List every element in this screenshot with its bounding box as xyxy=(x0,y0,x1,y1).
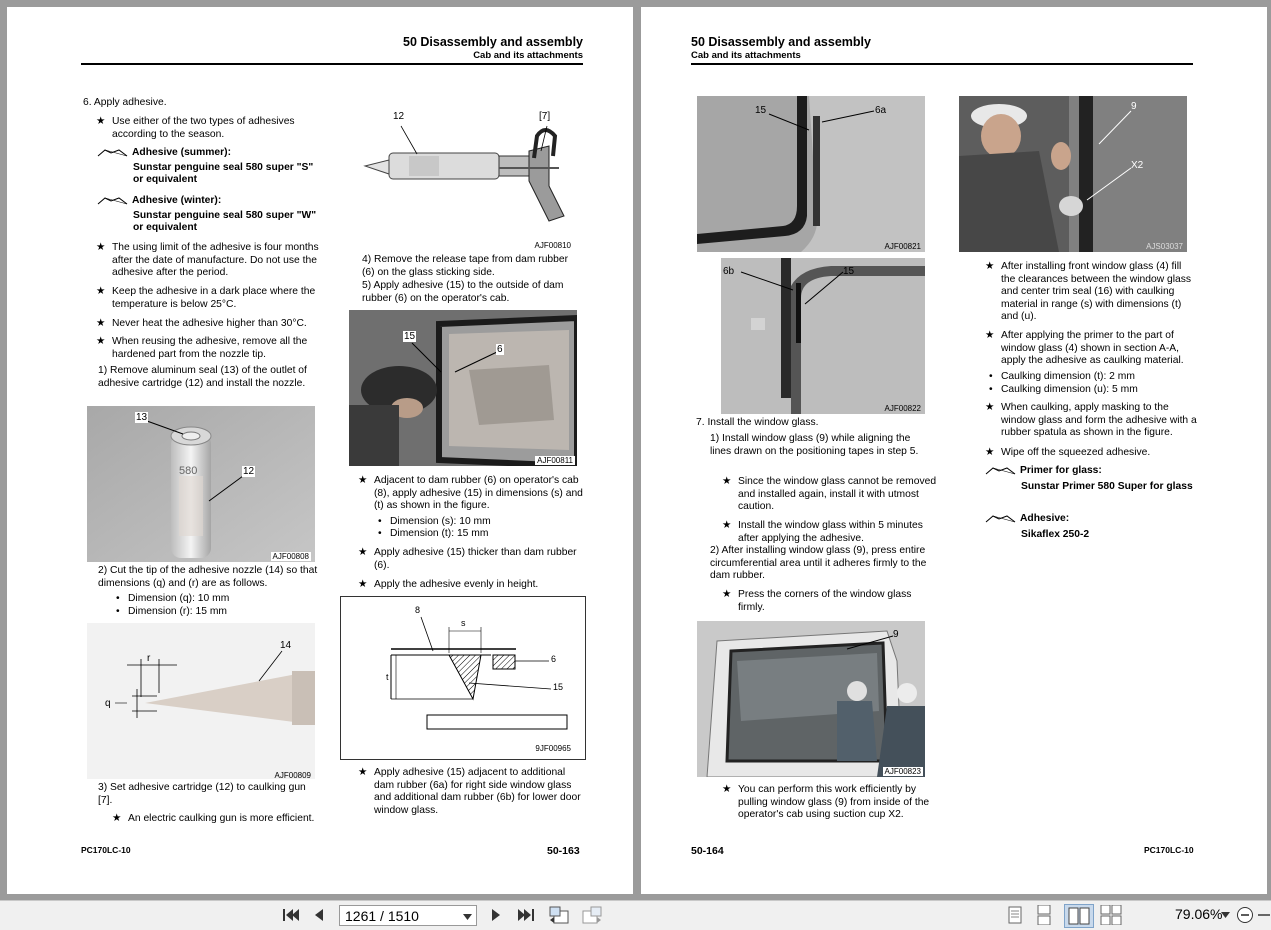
chevron-down-icon xyxy=(463,914,472,920)
zoom-level[interactable]: 79.06% xyxy=(1175,906,1223,922)
continuous-facing-icon xyxy=(1100,905,1122,925)
figure-id: 9JF00965 xyxy=(535,744,571,753)
facing-view-button[interactable] xyxy=(1064,904,1094,928)
substep-1: 1) Remove aluminum seal (13) of the outlet of adhesive cartridge (12) and install the nozzle. xyxy=(98,365,307,389)
callout-12: 12 xyxy=(393,111,405,122)
forward-view-icon xyxy=(581,906,603,924)
header-title: 50 Disassembly and assembly xyxy=(691,35,871,49)
step-6: 6. Apply adhesive. xyxy=(83,97,167,108)
note-5-minutes: ★ Install the window glass within 5 minutes after applying the adhesive. xyxy=(722,520,923,544)
callout-7: [7] xyxy=(539,111,551,122)
adhesive-gun-icon xyxy=(985,513,1017,525)
callout-9: 9 xyxy=(1131,101,1137,112)
callout-13: 13 xyxy=(136,412,148,423)
callout-x2: X2 xyxy=(1131,160,1144,171)
note-electric-gun: ★ An electric caulking gun is more efficient. xyxy=(112,813,315,824)
figure-id: AJF00821 xyxy=(884,242,921,251)
triangle-right-icon xyxy=(490,907,502,923)
note-season: ★ Use either of the two types of adhesives according to the season. xyxy=(96,116,295,140)
zoom-out-icon xyxy=(1236,906,1254,924)
note-dark: ★ Keep the adhesive in a dark place where the temperature is below 25°C. xyxy=(96,286,316,310)
photo-suction-cup xyxy=(959,96,1187,252)
callout-12: 12 xyxy=(243,466,255,477)
dimension-t: • Dimension (t): 15 mm xyxy=(378,528,489,539)
pdf-page-right xyxy=(641,7,1267,894)
first-page-button[interactable] xyxy=(280,905,302,925)
note-heat: ★ Never heat the adhesive higher than 30°C. xyxy=(96,318,307,329)
figure-id: AJS03037 xyxy=(1146,242,1183,251)
callout-15: 15 xyxy=(553,682,564,692)
note-corners: ★ Press the corners of the window glass firmly. xyxy=(722,589,912,613)
note-primer: ★ After applying the primer to the part of window glass (4) shown in section A-A, apply the adhesive as caulking material. xyxy=(985,330,1184,367)
single-page-view-button[interactable] xyxy=(1004,905,1026,925)
callout-t: t xyxy=(386,672,389,682)
primer-for-glass: Primer for glass: Sunstar Primer 580 Super for glass xyxy=(985,465,1197,493)
callout-q: q xyxy=(105,698,111,709)
note-reuse: ★ When reusing the adhesive, remove all the hardened part from the nozzle tip. xyxy=(96,336,308,360)
callout-15: 15 xyxy=(404,331,416,342)
photo-dam-rubber-6a xyxy=(697,96,925,252)
callout-6: 6 xyxy=(551,654,557,664)
continuous-facing-view-button[interactable] xyxy=(1099,905,1123,925)
figure-id: AJF00810 xyxy=(534,241,571,250)
figure-id: AJF00823 xyxy=(884,767,921,776)
zoom-dropdown-button[interactable] xyxy=(1220,905,1230,925)
caulking-dimension-t: • Caulking dimension (t): 2 mm xyxy=(989,371,1135,382)
adhesive-gun-icon xyxy=(97,147,129,159)
page-header xyxy=(81,35,583,65)
chevron-down-icon xyxy=(1221,912,1230,918)
photo-applying-adhesive xyxy=(349,310,577,466)
step-7: 7. Install the window glass. xyxy=(696,417,819,428)
diagram-adhesive-section xyxy=(340,596,586,760)
last-page-button[interactable] xyxy=(515,905,537,925)
back-view-icon xyxy=(548,906,570,924)
callout-14: 14 xyxy=(280,640,292,651)
adhesive-gun-icon xyxy=(97,195,129,207)
viewer-toolbar xyxy=(0,900,1271,930)
figure-id: AJF00809 xyxy=(274,771,311,779)
photo-nozzle xyxy=(87,623,315,779)
note-adjacent: ★ Adjacent to dam rubber (6) on operator's cab (8), apply adhesive (15) in dimensions (s) and (t) as shown in the figure. xyxy=(358,475,583,512)
skip-first-icon xyxy=(282,907,300,923)
note-thicker: ★ Apply adhesive (15) thicker than dam rubber (6). xyxy=(358,547,577,571)
substep-2: 2) After installing window glass (9), press entire circumferential area until it adheres firmly to the dam rubber. xyxy=(710,545,927,582)
footer-page-number: 50-164 xyxy=(691,845,724,857)
dimension-r: • Dimension (r): 15 mm xyxy=(116,606,227,617)
next-page-button[interactable] xyxy=(487,905,505,925)
figure-caulking-gun xyxy=(349,96,577,252)
note-additional-dam: ★ Apply adhesive (15) adjacent to additional dam rubber (6a) for right side window glass and additional dam rubber (6b) for lower door window glass. xyxy=(358,767,581,816)
dimension-q: • Dimension (q): 10 mm xyxy=(116,593,230,604)
header-subtitle: Cab and its attachments xyxy=(691,50,801,61)
caulking-dimension-u: • Caulking dimension (u): 5 mm xyxy=(989,384,1138,395)
callout-6: 6 xyxy=(497,344,503,355)
callout-s: s xyxy=(461,618,466,628)
zoom-slider[interactable] xyxy=(1258,905,1270,925)
previous-page-button[interactable] xyxy=(310,905,328,925)
figure-id: AJF00811 xyxy=(537,456,573,465)
continuous-view-button[interactable] xyxy=(1033,905,1055,925)
substep-2: 2) Cut the tip of the adhesive nozzle (14) so that dimensions (q) and (r) are as follows. xyxy=(98,565,318,589)
header-subtitle: Cab and its attachments xyxy=(473,50,583,61)
adhesive-winter: Adhesive (winter): Sunstar penguine seal 580 super "W" or equivalent xyxy=(97,195,327,235)
footer-model: PC170LC-10 xyxy=(81,845,131,855)
two-page-icon xyxy=(1068,907,1090,925)
single-page-icon xyxy=(1008,906,1022,924)
photo-dam-rubber-6b xyxy=(721,258,925,414)
dimension-s: • Dimension (s): 10 mm xyxy=(378,516,491,527)
header-title: 50 Disassembly and assembly xyxy=(403,35,583,49)
callout-8: 8 xyxy=(415,605,421,615)
substep-3: 3) Set adhesive cartridge (12) to caulking gun [7]. xyxy=(98,782,306,806)
adhesive-sikaflex: Adhesive: Sikaflex 250-2 xyxy=(985,513,1197,541)
note-wipe: ★ Wipe off the squeezed adhesive. xyxy=(985,447,1151,458)
note-limit: ★ The using limit of the adhesive is four months after the date of manufacture. Do not use the adhesive after the period. xyxy=(96,242,319,279)
can-label-580: 580 xyxy=(179,465,198,477)
callout-9: 9 xyxy=(893,629,899,640)
note-evenly: ★ Apply the adhesive evenly in height. xyxy=(358,579,539,590)
figure-id: AJF00808 xyxy=(272,552,309,561)
note-front-glass: ★ After installing front window glass (4) fill the clearances between the window glass and center trim seal (16) with caulking material in range (s) with dimensions (t) and (u). xyxy=(985,261,1192,323)
pdf-page-left xyxy=(7,7,633,894)
triangle-left-icon xyxy=(313,907,325,923)
page-number-input[interactable]: 1261 / 1510 xyxy=(339,905,477,926)
callout-6b: 6b xyxy=(723,266,735,277)
skip-last-icon xyxy=(517,907,535,923)
photo-window-installation xyxy=(697,621,925,777)
zoom-slider-track[interactable] xyxy=(1258,914,1270,916)
substep-1: 1) Install window glass (9) while aligning the lines drawn on the positioning tapes in step 5. xyxy=(710,433,919,457)
page-header xyxy=(691,35,1193,65)
adhesive-summer: Adhesive (summer): Sunstar penguine seal 580 super "S" or equivalent xyxy=(97,147,327,187)
callout-6a: 6a xyxy=(875,105,887,116)
callout-15: 15 xyxy=(755,105,767,116)
zoom-out-button[interactable] xyxy=(1234,905,1256,925)
note-masking: ★ When caulking, apply masking to the window glass and form the adhesive with a rubber spatula as shown in the figure. xyxy=(985,402,1197,439)
substep-4: 4) Remove the release tape from dam rubber (6) on the glass sticking side. xyxy=(362,254,569,278)
substep-5: 5) Apply adhesive (15) to the outside of dam rubber (6) on the operator's cab. xyxy=(362,280,564,304)
adhesive-gun-icon xyxy=(985,465,1017,477)
note-caution: ★ Since the window glass cannot be removed and installed again, install it with utmost caution. xyxy=(722,476,937,513)
continuous-page-icon xyxy=(1036,905,1052,925)
callout-15: 15 xyxy=(843,266,855,277)
next-view-button[interactable] xyxy=(580,905,604,925)
photo-cartridge xyxy=(87,406,315,562)
figure-id: AJF00822 xyxy=(884,404,921,413)
footer-model: PC170LC-10 xyxy=(1144,845,1194,855)
footer-page-number: 50-163 xyxy=(547,845,580,857)
previous-view-button[interactable] xyxy=(547,905,571,925)
callout-r: r xyxy=(147,653,151,664)
note-suction-cup: ★ You can perform this work efficiently by pulling window glass (9) from inside of the operator's cab using suction cup X2. xyxy=(722,784,930,821)
